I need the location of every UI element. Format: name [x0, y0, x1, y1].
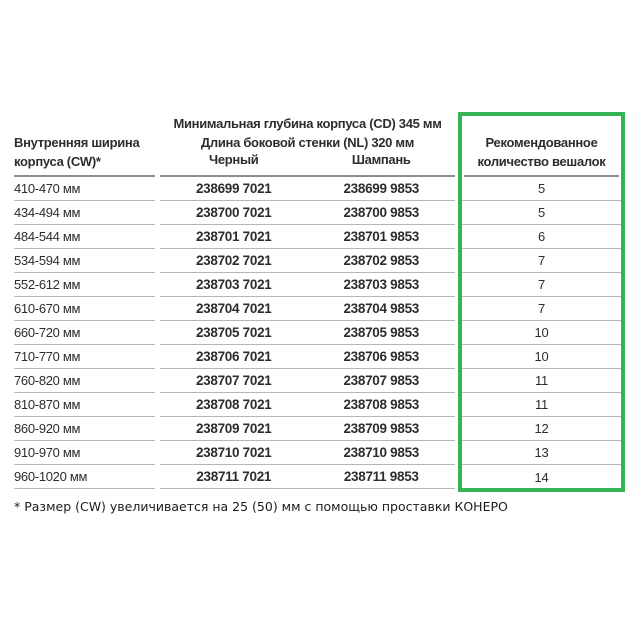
table-row [14, 273, 625, 297]
article-champagne-cell: 238703 9853 [343, 277, 420, 292]
hanger-count-cell: 7 [462, 297, 621, 321]
width-range-cell: 610-670 мм [14, 297, 155, 321]
table-row [14, 249, 625, 273]
table-body [14, 177, 625, 489]
article-champagne-cell: 238710 9853 [343, 445, 420, 460]
article-champagne-cell: 238709 9853 [343, 421, 420, 436]
article-cells [160, 297, 455, 321]
article-cells [160, 345, 455, 369]
article-cells [160, 177, 455, 201]
spec-table [14, 112, 625, 489]
width-range-cell: 710-770 мм [14, 345, 155, 369]
hanger-count-cell: 12 [462, 417, 621, 441]
hanger-count-cell: 10 [462, 345, 621, 369]
width-range-cell: 434-494 мм [14, 201, 155, 225]
article-cells [160, 201, 455, 225]
article-cells [160, 225, 455, 249]
table-header [14, 112, 625, 177]
width-range-cell: 860-920 мм [14, 417, 155, 441]
hanger-count-cell: 10 [462, 321, 621, 345]
article-black-cell: 238705 7021 [195, 325, 272, 340]
article-cells [160, 249, 455, 273]
recommended-column-header [462, 133, 621, 171]
width-range-cell: 534-594 мм [14, 249, 155, 273]
article-black-cell: 238701 7021 [195, 229, 272, 244]
article-black-cell: 238710 7021 [195, 445, 272, 460]
header-depth-line2: Длина боковой стенки (NL) 320 мм [200, 135, 415, 150]
width-range-cell: 410-470 мм [14, 177, 155, 201]
article-champagne-cell: 238706 9853 [343, 349, 420, 364]
table-row [14, 417, 625, 441]
recommended-header-line1: Рекомендованное [485, 135, 598, 150]
width-range-cell: 660-720 мм [14, 321, 155, 345]
article-black-cell: 238706 7021 [195, 349, 272, 364]
article-black-cell: 238703 7021 [195, 277, 272, 292]
width-range-cell: 760-820 мм [14, 369, 155, 393]
table-row [14, 393, 625, 417]
article-champagne-cell: 238700 9853 [343, 205, 420, 220]
article-black-cell: 238700 7021 [195, 205, 272, 220]
header-width-line1: Внутренняя ширина [14, 135, 140, 150]
header-finish-columns [160, 152, 455, 167]
header-width-line2: корпуса (CW)* [14, 154, 101, 169]
table-row [14, 345, 625, 369]
width-range-cell: 484-544 мм [14, 225, 155, 249]
hanger-count-cell: 11 [462, 369, 621, 393]
column-black-label: Черный [209, 152, 259, 167]
article-cells [160, 369, 455, 393]
hanger-count-cell: 6 [462, 225, 621, 249]
article-champagne-cell: 238707 9853 [343, 373, 420, 388]
article-champagne-cell: 238701 9853 [343, 229, 420, 244]
article-champagne-cell: 238704 9853 [343, 301, 420, 316]
article-black-cell: 238699 7021 [195, 181, 272, 196]
width-range-cell: 910-970 мм [14, 441, 155, 465]
article-champagne-cell: 238708 9853 [343, 397, 420, 412]
table-row [14, 177, 625, 201]
article-black-cell: 238709 7021 [195, 421, 272, 436]
article-black-cell: 238704 7021 [195, 301, 272, 316]
width-range-cell: 810-870 мм [14, 393, 155, 417]
header-width-column [14, 133, 155, 171]
article-cells [160, 465, 455, 489]
hanger-count-cell: 7 [462, 273, 621, 297]
hanger-count-cell: 13 [462, 441, 621, 465]
article-cells [160, 273, 455, 297]
table-row [14, 201, 625, 225]
footnote: * Размер (CW) увеличивается на 25 (50) мм с помощью проставки КОНЕРО [14, 499, 508, 514]
article-champagne-cell: 238702 9853 [343, 253, 420, 268]
header-depth-span [160, 114, 455, 152]
article-cells [160, 393, 455, 417]
table-row [14, 321, 625, 345]
width-range-cell: 960-1020 мм [14, 465, 155, 489]
width-range-cell: 552-612 мм [14, 273, 155, 297]
article-black-cell: 238708 7021 [195, 397, 272, 412]
hanger-count-cell: 7 [462, 249, 621, 273]
article-cells [160, 321, 455, 345]
hanger-count-cell: 14 [534, 469, 549, 485]
article-cells [160, 441, 455, 465]
article-black-cell: 238702 7021 [195, 253, 272, 268]
table-row [14, 369, 625, 393]
article-champagne-cell: 238699 9853 [343, 181, 420, 196]
article-cells [160, 417, 455, 441]
article-champagne-cell: 238705 9853 [343, 325, 420, 340]
table-row [14, 441, 625, 465]
recommended-header-line2: количество вешалок [477, 154, 606, 169]
article-champagne-cell: 238711 9853 [343, 469, 419, 484]
table-row [14, 297, 625, 321]
article-black-cell: 238707 7021 [195, 373, 272, 388]
article-black-cell: 238711 7021 [196, 469, 272, 484]
hanger-count-cell: 5 [462, 177, 621, 201]
table-row [14, 465, 625, 489]
hanger-count-cell: 5 [462, 201, 621, 225]
header-depth-line1: Минимальная глубина корпуса (CD) 345 мм [173, 116, 442, 131]
table-row [14, 225, 625, 249]
hanger-count-cell: 11 [462, 393, 621, 417]
column-champagne-label: Шампань [351, 152, 411, 167]
